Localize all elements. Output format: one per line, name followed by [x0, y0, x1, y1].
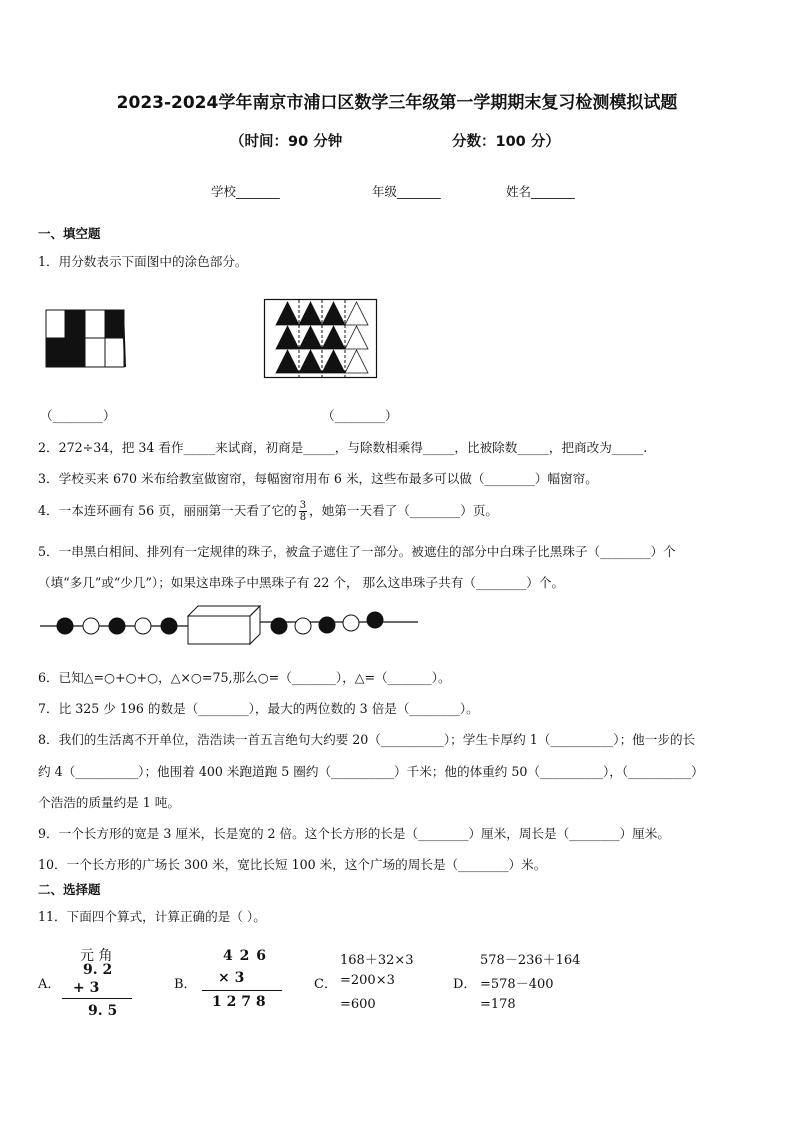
option-c-row-2: =200×3 — [340, 973, 395, 988]
section-choice-heading: 二、选择题 — [38, 882, 101, 897]
triangle-figure — [263, 298, 379, 380]
option-b-row-1: 4 2 6 — [223, 948, 267, 964]
q4-text-post: ，她第一天看了（________）页。 — [309, 503, 499, 518]
question-4 — [38, 500, 498, 523]
grade-field[interactable]: 年级_______ — [372, 184, 441, 199]
box-top — [188, 606, 260, 616]
grid-cell-shaded — [46, 338, 65, 367]
option-c-row-1: 168＋32×3 — [340, 953, 414, 968]
grid-cell-shaded — [65, 338, 85, 367]
section-fill-heading: 一、填空题 — [38, 226, 101, 241]
box-front — [188, 616, 250, 644]
black-bead — [367, 612, 383, 628]
option-b-label[interactable]: B． — [174, 977, 197, 992]
black-bead — [57, 618, 73, 634]
question-8-line-3: 个浩浩的质量约是 1 吨。 — [38, 795, 180, 810]
option-a-label[interactable]: A． — [38, 977, 61, 992]
option-a-rule — [62, 998, 132, 999]
question-8-line-2: 约 4（__________）；他围着 400 米跑道跑 5 圈约（__________）千米；他的体重约 50（__________），（__________） — [38, 764, 704, 779]
bead-string-figure — [38, 600, 423, 652]
white-bead — [83, 618, 99, 634]
black-bead — [319, 617, 335, 633]
option-a-result: 9. 5 — [88, 1003, 118, 1019]
white-bead — [135, 618, 151, 634]
option-d-row-2: =578－400 — [480, 977, 554, 992]
black-bead — [109, 618, 125, 634]
grid-cell-shaded — [65, 310, 85, 338]
q4-text-pre: 4．一本连环画有 56 页，丽丽第一天看了它的 — [38, 503, 297, 518]
q1-blank-a[interactable]: （________） — [40, 408, 116, 423]
shaded-grid-figure — [45, 308, 127, 370]
question-7: 7．比 325 少 196 的数是（________），最大的两位数的 3 倍是（________）。 — [38, 701, 479, 716]
option-c-label[interactable]: C． — [314, 977, 337, 992]
question-9: 9．一个长方形的宽是 3 厘米，长是宽的 2 倍。这个长方形的长是（________）厘米，周长是（________）厘米。 — [38, 826, 670, 841]
grid-cell — [85, 338, 105, 367]
black-bead — [161, 618, 177, 634]
exam-time: （时间：90 分钟 — [230, 134, 343, 150]
q4-fraction: $\frac{3}{8}$ — [299, 500, 307, 523]
grid-cell-shaded — [105, 310, 124, 338]
black-bead — [271, 618, 287, 634]
question-2: 2．272÷34，把 34 看作_____来试商，初商是_____，与除数相乘得_____，比被除数_____，把商改为_____. — [38, 440, 648, 455]
option-b-row-2: × 3 — [218, 970, 245, 986]
option-c-row-3: =600 — [340, 997, 376, 1012]
option-a-row-2: + 3 — [73, 980, 100, 996]
q1-blank-b[interactable]: （________） — [322, 408, 398, 423]
name-field[interactable]: 姓名_______ — [506, 184, 575, 199]
question-5-line-1: 5．一串黑白相间、排列有一定规律的珠子，被盒子遮住了一部分。被遮住的部分中白珠子比黑珠子（________）个 — [38, 544, 676, 559]
question-3: 3．学校买来 670 米布给教室做窗帘，每幅窗帘用布 6 米，这些布最多可以做（________）幅窗帘。 — [38, 471, 598, 486]
white-bead — [295, 618, 311, 634]
page-title: 2023-2024学年南京市浦口区数学三年级第一学期期末复习检测模拟试题 — [116, 93, 678, 113]
option-d-row-1: 578－236＋164 — [480, 953, 581, 968]
question-6: 6．已知△=○+○+○，△×○=75,那么○=（_______），△=（_______）。 — [38, 670, 451, 685]
option-a-head: 元 角 — [80, 948, 113, 964]
option-b-rule — [202, 990, 282, 991]
question-8-line-1: 8．我们的生活离不开单位，浩浩读一首五言绝句大约要 20（__________）；学生卡厚约 1（__________）；他一步的长 — [38, 732, 696, 747]
grid-cell — [85, 310, 105, 338]
option-b-result: 1 2 7 8 — [212, 994, 266, 1010]
option-a-row-1: 9. 2 — [83, 962, 113, 978]
question-1: 1．用分数表示下面图中的涂色部分。 — [38, 254, 248, 269]
question-10: 10．一个长方形的广场长 300 米，宽比长短 100 米，这个广场的周长是（________）米。 — [38, 857, 547, 872]
school-field[interactable]: 学校_______ — [211, 184, 280, 199]
question-11: 11．下面四个算式，计算正确的是（ ）。 — [38, 909, 266, 924]
option-d-label[interactable]: D． — [453, 977, 477, 992]
question-5-line-2: （填“多几”或“少几”）；如果这串珠子中黑珠子有 22 个， 那么这串珠子共有（________）个。 — [38, 575, 565, 590]
option-d-row-3: =178 — [480, 997, 516, 1012]
exam-score: 分数：100 分） — [452, 134, 560, 150]
grid-cell — [46, 310, 65, 338]
grid-cell — [105, 338, 124, 367]
white-bead — [343, 615, 359, 631]
